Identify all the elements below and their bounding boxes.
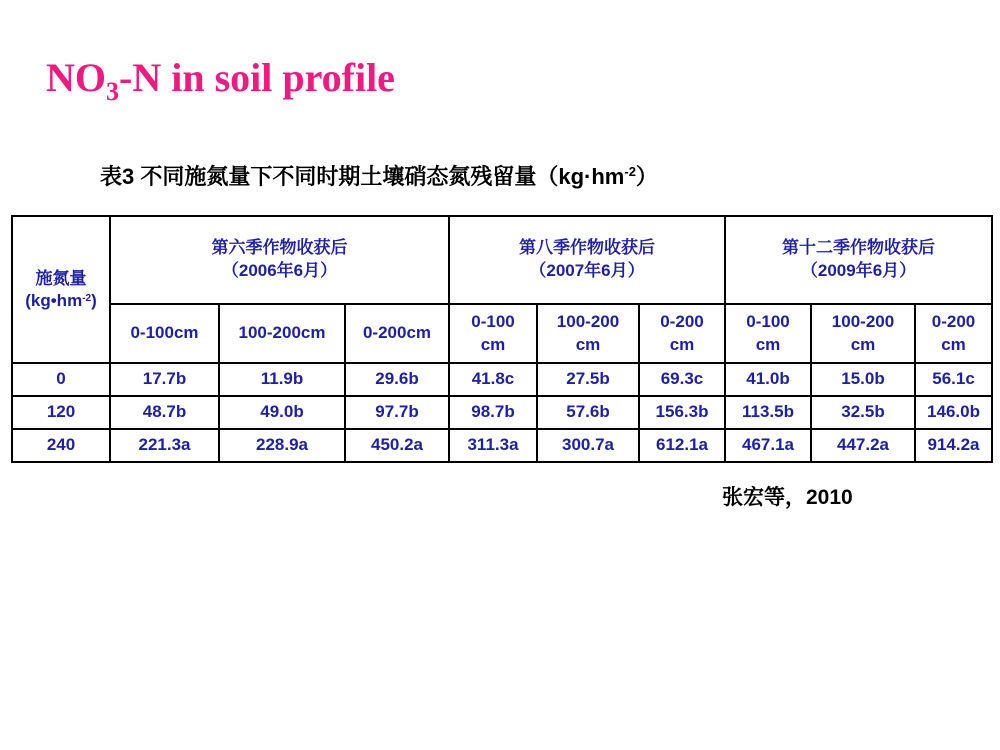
title-prefix: NO: [46, 55, 106, 100]
value-cell: 41.8c: [449, 363, 537, 396]
depth-line1: 100-200: [556, 311, 620, 331]
corner-header: [12, 216, 110, 363]
value-cell: 32.5b: [811, 396, 915, 429]
table-row: [12, 363, 992, 396]
value-cell: 228.9a: [219, 429, 345, 462]
value-cell: 17.7b: [110, 363, 219, 396]
value-cell: 29.6b: [345, 363, 449, 396]
depth-line1: 0-200cm: [362, 323, 432, 343]
depth-header: [915, 304, 992, 363]
depth-line2: cm: [941, 334, 966, 354]
depth-line2: cm: [755, 334, 781, 354]
corner-header-sup: -2: [82, 292, 92, 304]
depth-line2: cm: [575, 334, 601, 354]
caption-superscript: -2: [624, 164, 636, 179]
depth-line1: 0-100cm: [130, 323, 199, 343]
depth-line2: cm: [480, 334, 506, 354]
table-caption: [100, 160, 658, 191]
slide-title: [46, 55, 395, 106]
depth-header-row: [12, 304, 992, 363]
depth-header: [449, 304, 537, 363]
value-cell: 113.5b: [725, 396, 811, 429]
rate-cell: 120: [12, 396, 110, 429]
value-cell: 49.0b: [219, 396, 345, 429]
season-header: [449, 216, 725, 304]
depth-line1: 0-100: [746, 311, 790, 331]
value-cell: 41.0b: [725, 363, 811, 396]
season-header: [110, 216, 449, 304]
caption-close: ）: [635, 164, 658, 189]
table-body: [12, 363, 992, 462]
value-cell: 612.1a: [639, 429, 725, 462]
value-cell: 69.3c: [639, 363, 725, 396]
value-cell: 914.2a: [915, 429, 992, 462]
depth-header: [811, 304, 915, 363]
depth-header: [219, 304, 345, 363]
depth-line2: cm: [669, 334, 695, 354]
value-cell: 97.7b: [345, 396, 449, 429]
title-suffix: -N in soil profile: [119, 55, 395, 100]
season-name: 第十二季作物收获后: [782, 238, 936, 258]
depth-header: [537, 304, 639, 363]
depth-line2: cm: [850, 334, 876, 354]
corner-header-close: ): [91, 290, 97, 310]
value-cell: 311.3a: [449, 429, 537, 462]
season-date: （2006年6月）: [221, 261, 338, 280]
rate-cell: 240: [12, 429, 110, 462]
season-header-row: [12, 216, 992, 304]
season-name: 第六季作物收获后: [211, 238, 348, 258]
depth-line1: 100-200cm: [238, 323, 326, 343]
season-date: （2007年6月）: [529, 261, 645, 280]
value-cell: 221.3a: [110, 429, 219, 462]
value-cell: 57.6b: [537, 396, 639, 429]
caption-text: 表3 不同施氮量下不同时期土壤硝态氮残留量（kg·hm: [100, 164, 625, 189]
value-cell: 450.2a: [345, 429, 449, 462]
title-subscript: 3: [106, 77, 119, 106]
depth-line1: 0-200: [660, 311, 704, 331]
table-row: [12, 396, 992, 429]
value-cell: 11.9b: [219, 363, 345, 396]
value-cell: 56.1c: [915, 363, 992, 396]
citation: 张宏等，2010: [722, 486, 853, 509]
depth-header: [725, 304, 811, 363]
corner-header-line2: (kg•hm: [25, 290, 83, 310]
value-cell: 156.3b: [639, 396, 725, 429]
nitrate-table: [11, 215, 993, 463]
season-header: [725, 216, 992, 304]
rate-cell: 0: [12, 363, 110, 396]
value-cell: 300.7a: [537, 429, 639, 462]
corner-header-line1: 施氮量: [35, 269, 87, 289]
depth-header: [345, 304, 449, 363]
value-cell: 467.1a: [725, 429, 811, 462]
depth-line1: 100-200: [831, 311, 895, 331]
value-cell: 146.0b: [915, 396, 992, 429]
value-cell: 48.7b: [110, 396, 219, 429]
depth-header: [110, 304, 219, 363]
value-cell: 27.5b: [537, 363, 639, 396]
depth-header: [639, 304, 725, 363]
depth-line1: 0-200: [931, 311, 976, 331]
season-name: 第八季作物收获后: [519, 238, 655, 258]
season-date: （2009年6月）: [800, 261, 917, 280]
value-cell: 447.2a: [811, 429, 915, 462]
depth-line1: 0-100: [471, 311, 515, 331]
table-row: [12, 429, 992, 462]
value-cell: 98.7b: [449, 396, 537, 429]
value-cell: 15.0b: [811, 363, 915, 396]
